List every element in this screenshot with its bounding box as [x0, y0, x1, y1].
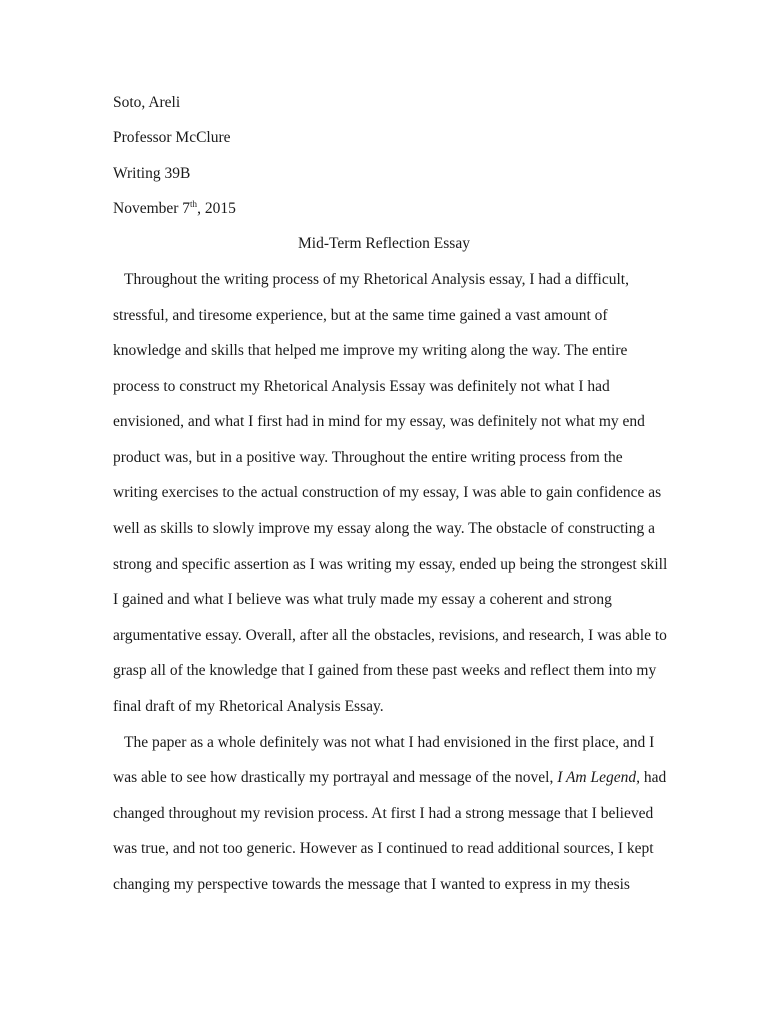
paragraph2-line: changing my perspective towards the message that I wanted to express in my thesis	[113, 876, 630, 893]
paragraph1-line: Throughout the writing process of my Rhetorical Analysis essay, I had a difficult,	[124, 271, 629, 288]
date-ordinal: th	[190, 198, 198, 209]
paragraph1-line: final draft of my Rhetorical Analysis Essay.	[113, 698, 384, 715]
date-year: , 2015	[197, 200, 236, 217]
paragraph2-line: changed throughout my revision process. At first I had a strong message that I believed	[113, 805, 654, 822]
paragraph1-line: product was, but in a positive way. Throughout the entire writing process from the	[113, 449, 623, 466]
date-month-day: November 7	[113, 200, 191, 217]
professor-name: Professor McClure	[113, 129, 231, 146]
paragraph1-line: writing exercises to the actual construction of my essay, I was able to gain confidence as	[113, 484, 662, 501]
paragraph1-line: I gained and what I believe was what truly made my essay a coherent and strong	[113, 591, 612, 608]
paragraph1-line: process to construct my Rhetorical Analysis Essay was definitely not what I had	[113, 378, 610, 395]
essay-date	[113, 199, 236, 219]
paragraph1-line: envisioned, and what I first had in mind for my essay, was definitely not what my end	[113, 413, 645, 430]
paragraph2-line: The paper as a whole definitely was not what I had envisioned in the first place, and I	[124, 734, 655, 751]
paragraph2-line	[113, 768, 666, 788]
paragraph1-line: grasp all of the knowledge that I gained from these past weeks and reflect them into my	[113, 662, 657, 679]
course-name: Writing 39B	[113, 165, 191, 182]
essay-title: Mid-Term Reflection Essay	[298, 235, 470, 252]
paragraph1-line: knowledge and skills that helped me improve my writing along the way. The entire	[113, 342, 628, 359]
paragraph1-line: strong and specific assertion as I was writing my essay, ended up being the strongest skill	[113, 556, 668, 573]
paragraph2-text: was able to see how drastically my portrayal and message of the novel,	[113, 769, 558, 786]
paragraph2-line: was true, and not too generic. However as I continued to read additional sources, I kept	[113, 840, 654, 857]
paragraph1-line: stressful, and tiresome experience, but at the same time gained a vast amount of	[113, 307, 608, 324]
paragraph1-line: well as skills to slowly improve my essay along the way. The obstacle of constructing a	[113, 520, 655, 537]
paragraph2-text: had	[640, 769, 667, 786]
paragraph1-line: argumentative essay. Overall, after all the obstacles, revisions, and research, I was able to	[113, 627, 667, 644]
novel-title: I Am Legend,	[557, 769, 641, 786]
student-name: Soto, Areli	[113, 94, 181, 111]
